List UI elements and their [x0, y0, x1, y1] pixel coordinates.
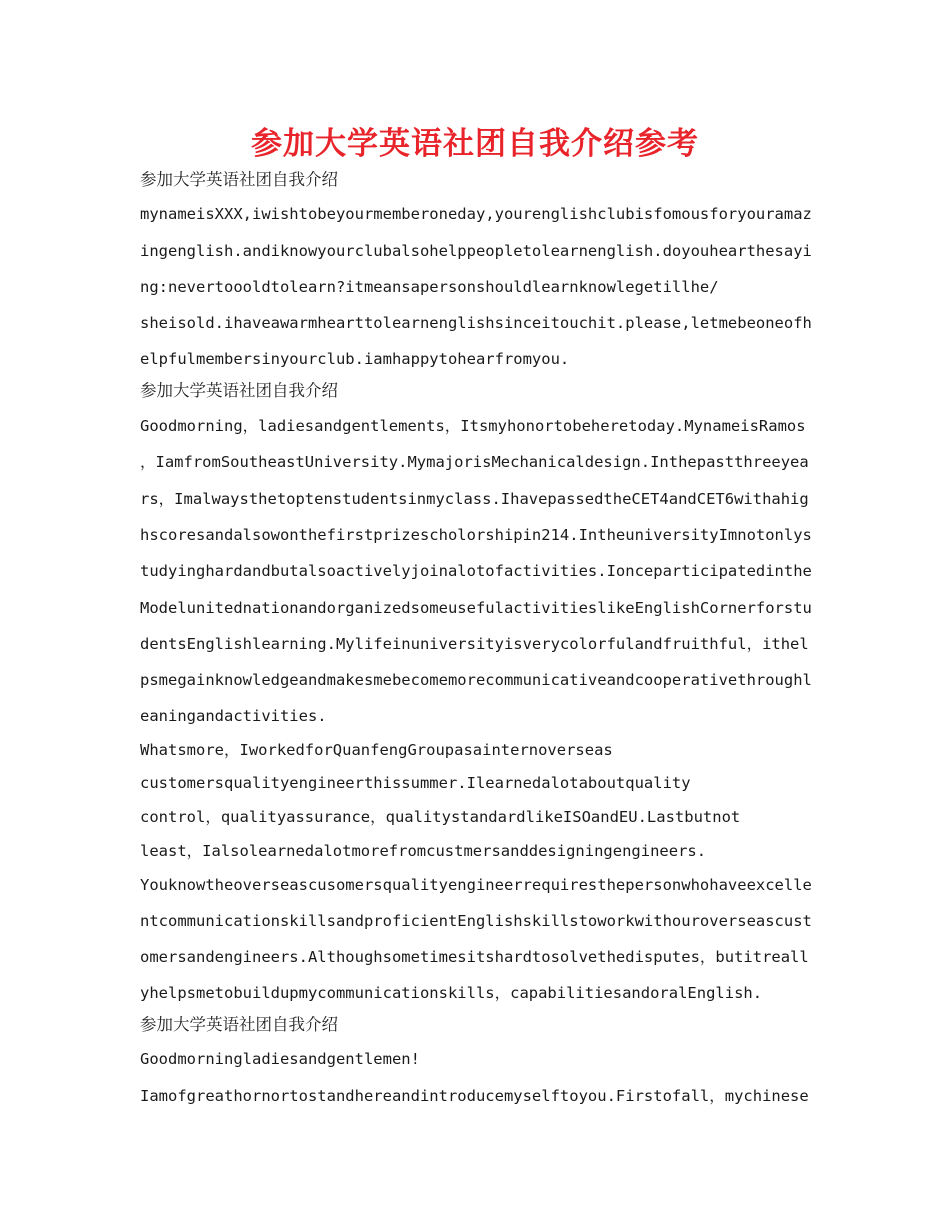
paragraph-line: customersqualityengineerthissummer.Ilearnedalotaboutquality — [140, 774, 691, 792]
paragraph-line: dentsEnglishlearning.Mylifeinuniversityisverycolorfulandfruithful，ithel — [140, 635, 809, 653]
paragraph-line: yhelpsmetobuildupmycommunicationskills，capabilitiesandoralEnglish. — [140, 984, 763, 1002]
section-heading: 参加大学英语社团自我介绍 — [140, 170, 338, 189]
paragraph-line: Youknowtheoverseascusomersqualityengineerrequiresthepersonwhohaveexcelle — [140, 876, 812, 894]
paragraph-line: Iamofgreathornortostandhereandintroducemyselftoyou.Firstofall，mychinese — [140, 1087, 809, 1105]
paragraph-line: omersandengineers.Althoughsometimesitshardtosolvethedisputes，butitreall — [140, 948, 809, 966]
paragraph-line: ，IamfromSoutheastUniversity.MymajorisMechanicaldesign.Inthepastthreeyea — [140, 453, 809, 471]
paragraph-line: rs，Imalwaysthetoptenstudentsinmyclass.IhavepassedtheCET4andCET6withahig — [140, 490, 809, 508]
paragraph-line: sheisold.ihaveawarmhearttolearnenglishsinceitouchit.please,letmebeoneofh — [140, 314, 812, 332]
paragraph-line: ingenglish.andiknowyourclubalsohelppeopletolearnenglish.doyouhearthesayi — [140, 242, 812, 260]
paragraph-line: ModelunitednationandorganizedsomeusefulactivitieslikeEnglishCornerforstu — [140, 599, 812, 617]
paragraph-line: Goodmorningladiesandgentlemen! — [140, 1050, 420, 1068]
paragraph-line: least，Ialsolearnedalotmorefromcustmersanddesigningengineers. — [140, 842, 707, 860]
document-title: 参加大学英语社团自我介绍参考 — [251, 126, 699, 162]
paragraph-line: mynameisXXX,iwishtobeyourmemberoneday,yourenglishclubisfomousforyouramaz — [140, 205, 812, 223]
paragraph-line: ng:nevertoooldtolearn?itmeansapersonshouldlearnknowlegetillhe/ — [140, 278, 719, 296]
paragraph-line: control，qualityassurance，qualitystandardlikeISOandEU.Lastbutnot — [140, 808, 741, 826]
paragraph-line: eaningandactivities. — [140, 707, 327, 725]
paragraph-line: elpfulmembersinyourclub.iamhappytohearfromyou. — [140, 350, 570, 368]
paragraph-line: hscoresandalsowonthefirstprizescholorshipin214.IntheuniversityImnotonlys — [140, 526, 812, 544]
paragraph-line: psmegainknowledgeandmakesmebecomemorecommunicativeandcooperativethroughl — [140, 671, 812, 689]
section-heading: 参加大学英语社团自我介绍 — [140, 1015, 338, 1034]
paragraph-line: Goodmorning，ladiesandgentlements，Itsmyhonortobeheretoday.MynameisRamos — [140, 417, 806, 435]
section-heading: 参加大学英语社团自我介绍 — [140, 381, 338, 400]
paragraph-line: Whatsmore，IworkedforQuanfengGroupasainternoverseas — [140, 741, 613, 759]
paragraph-line: tudyinghardandbutalsoactivelyjoinalotofactivities.Ionceparticipatedinthe — [140, 562, 812, 580]
paragraph-line: ntcommunicationskillsandproficientEnglishskillstoworkwithouroverseascust — [140, 912, 812, 930]
